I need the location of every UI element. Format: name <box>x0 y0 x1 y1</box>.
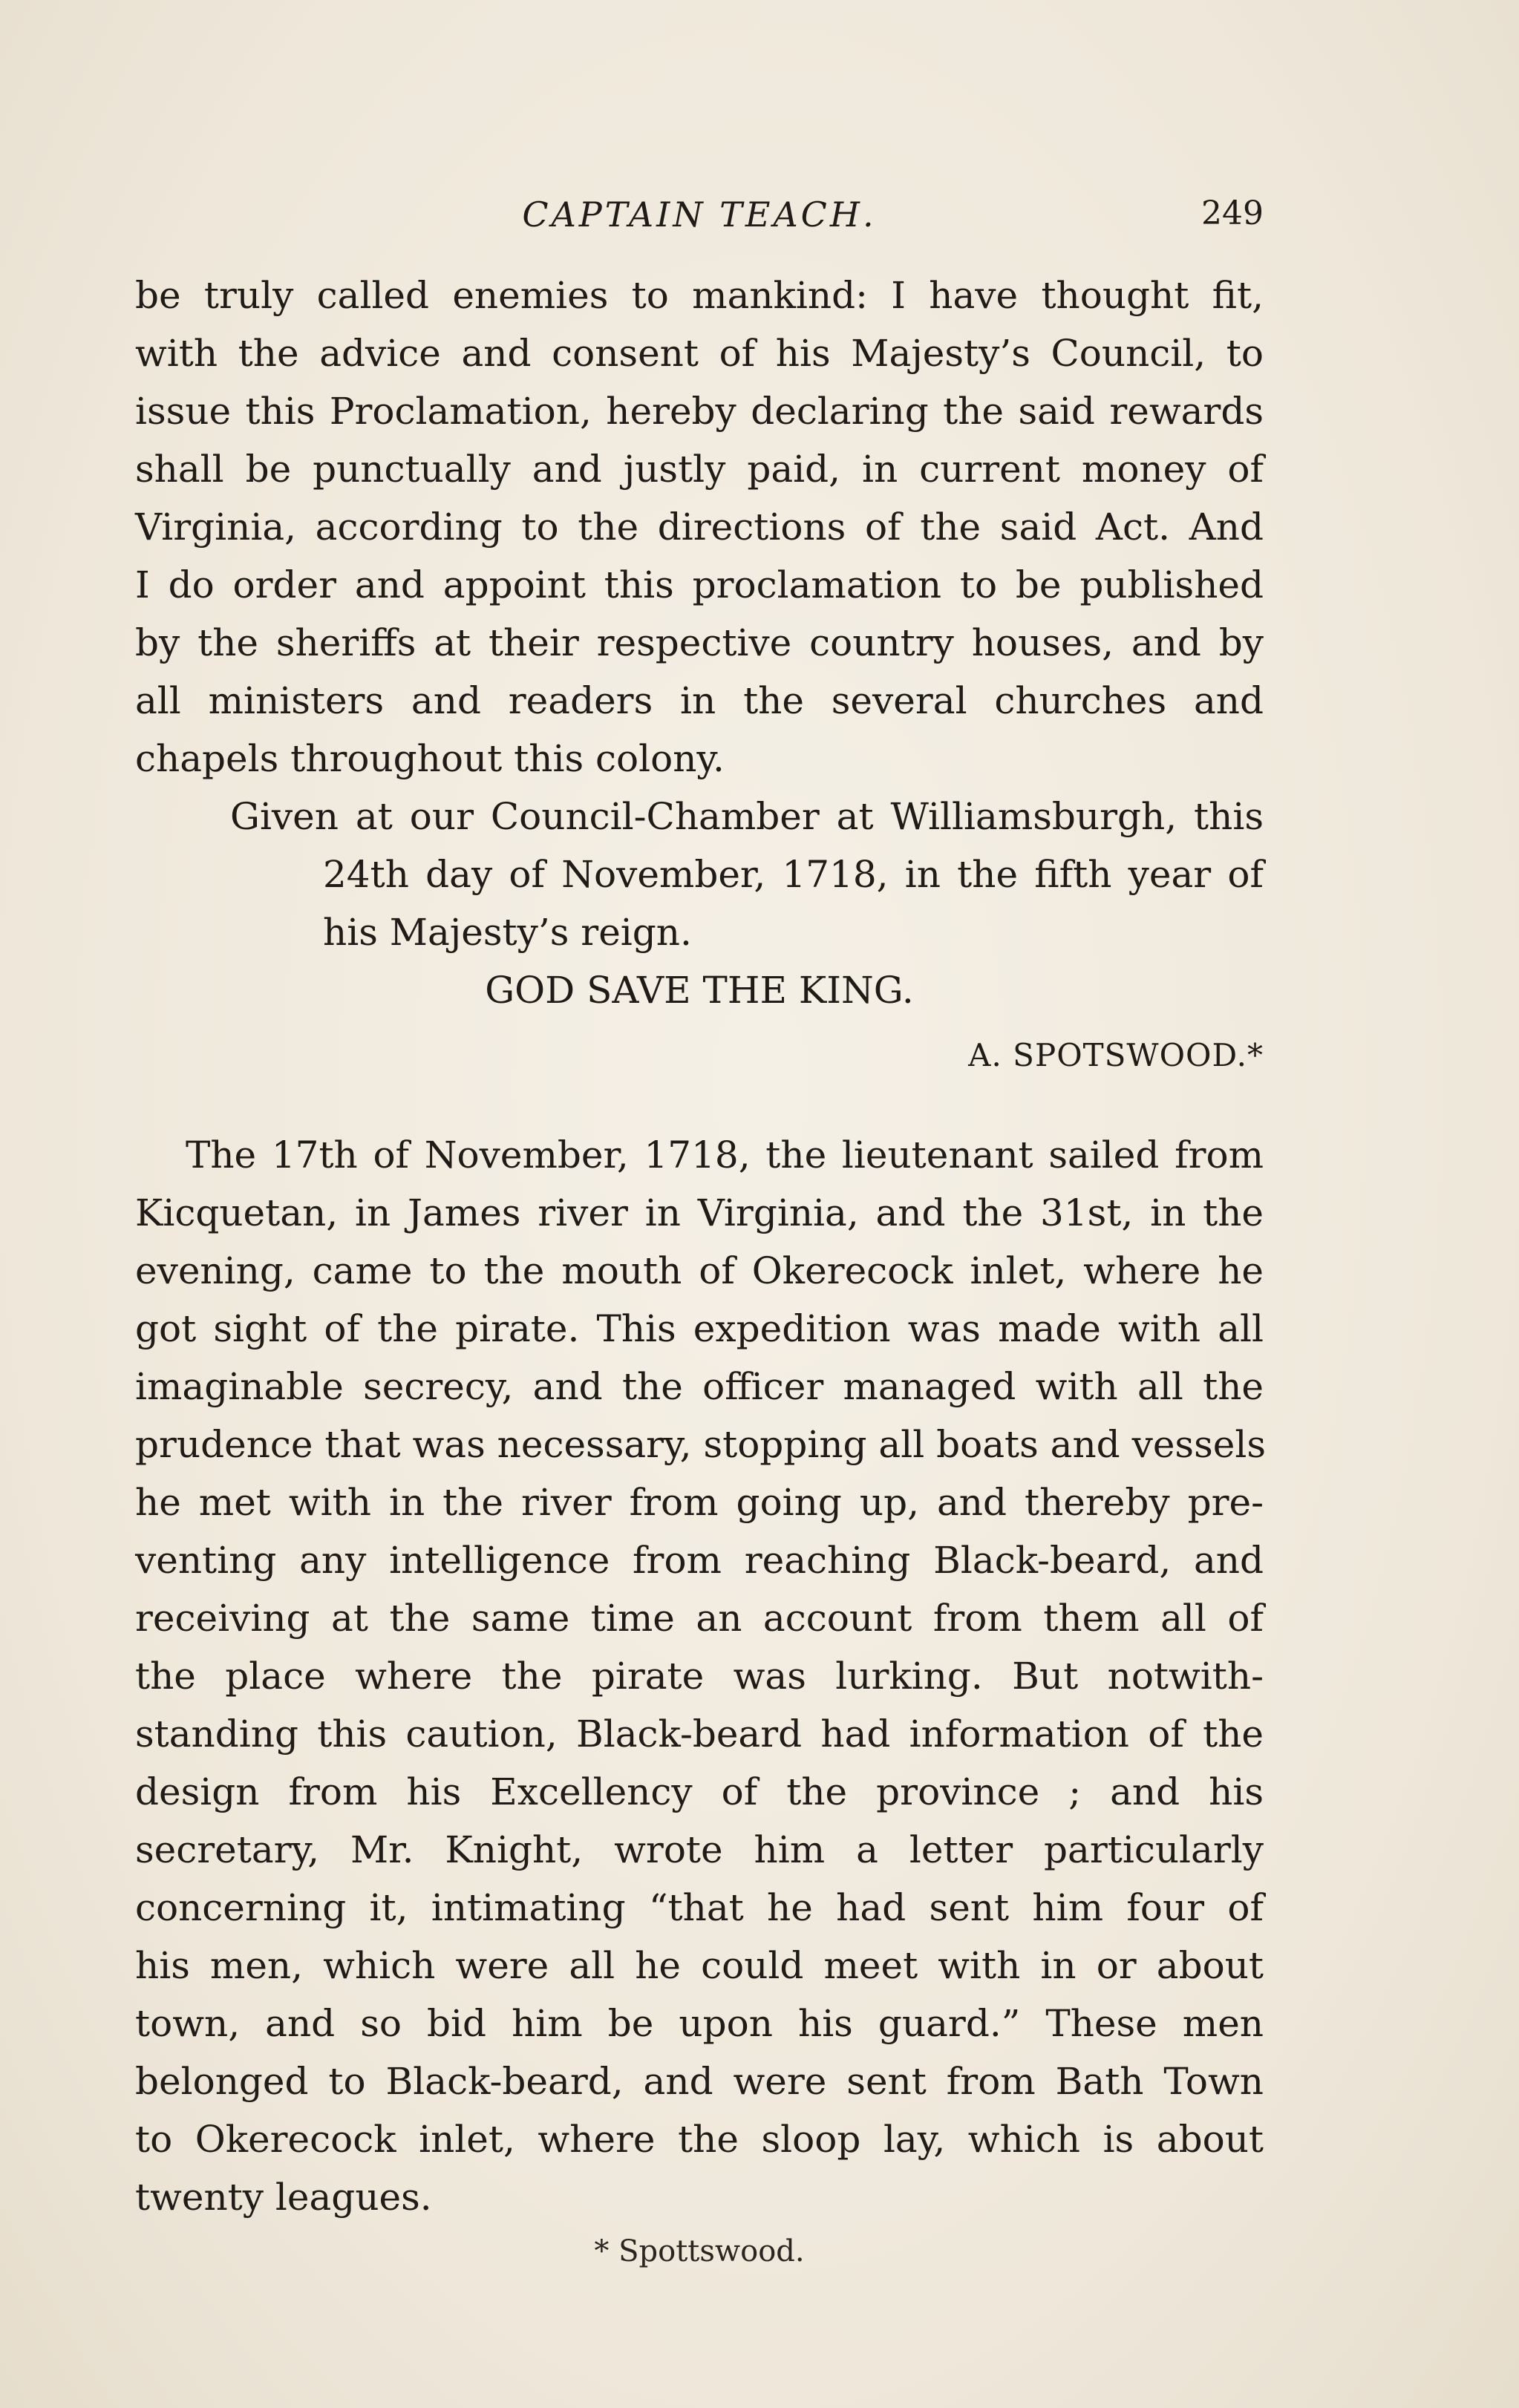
proclamation-line: issue this Proclamation, hereby declaring the said rewards <box>135 390 1264 433</box>
narrative-line: Kicquetan, in James river in Virginia, and the 31st, in the <box>135 1191 1264 1234</box>
narrative-line: secretary, Mr. Knight, wrote him a letter particularly <box>135 1828 1264 1871</box>
god-save-the-king: GOD SAVE THE KING. <box>485 969 914 1012</box>
narrative-line: imaginable secrecy, and the officer managed with all the <box>135 1365 1264 1408</box>
proclamation-line: all ministers and readers in the several churches and <box>135 679 1264 722</box>
proclamation-line: with the advice and consent of his Majesty’s Council, to <box>135 332 1264 375</box>
narrative-line: concerning it, intimating “that he had sent him four of <box>135 1886 1264 1929</box>
narrative-line: evening, came to the mouth of Okerecock inlet, where he <box>135 1249 1264 1292</box>
narrative-line: standing this caution, Black-beard had information of the <box>135 1712 1264 1756</box>
narrative-line: got sight of the pirate. This expedition was made with all <box>135 1307 1264 1350</box>
given-line: Given at our Council-Chamber at Williamsburgh, this <box>230 795 1264 838</box>
proclamation-line: chapels throughout this colony. <box>135 737 725 780</box>
narrative-line: town, and so bid him be upon his guard.” These men <box>135 2002 1264 2045</box>
narrative-line: he met with in the river from going up, and thereby pre- <box>135 1481 1264 1524</box>
proclamation-line: I do order and appoint this proclamation to be published <box>135 563 1264 606</box>
narrative-line: design from his Excellency of the province ; and his <box>135 1770 1264 1813</box>
narrative-line: venting any intelligence from reaching Black-beard, and <box>135 1539 1264 1582</box>
narrative-line: twenty leagues. <box>135 2176 432 2219</box>
given-line: 24th day of November, 1718, in the fifth year of <box>323 853 1264 896</box>
proclamation-line: be truly called enemies to mankind: I have thought fit, <box>135 274 1264 317</box>
narrative-line: to Okerecock inlet, where the sloop lay, which is about <box>135 2118 1264 2161</box>
narrative-line: the place where the pirate was lurking. But notwith- <box>135 1655 1264 1698</box>
narrative-line: The 17th of November, 1718, the lieutenant sailed from <box>186 1133 1264 1177</box>
proclamation-line: by the sheriffs at their respective country houses, and by <box>135 621 1264 664</box>
page-number: 249 <box>1201 194 1264 232</box>
narrative-line: prudence that was necessary, stopping all boats and vessels <box>135 1423 1266 1466</box>
proclamation-line: Virginia, according to the directions of the said Act. And <box>135 506 1264 549</box>
given-line: his Majesty’s reign. <box>323 911 692 954</box>
narrative-line: his men, which were all he could meet with in or about <box>135 1944 1264 1987</box>
narrative-line: receiving at the same time an account from them all of <box>135 1597 1264 1640</box>
signature: A. SPOTSWOOD.* <box>968 1037 1264 1073</box>
proclamation-line: shall be punctually and justly paid, in current money of <box>135 448 1264 491</box>
narrative-line: belonged to Black-beard, and were sent from Bath Town <box>135 2060 1264 2103</box>
running-head <box>135 194 1264 239</box>
running-title: CAPTAIN TEACH. <box>522 194 877 235</box>
footnote: * Spottswood. <box>594 2234 805 2268</box>
